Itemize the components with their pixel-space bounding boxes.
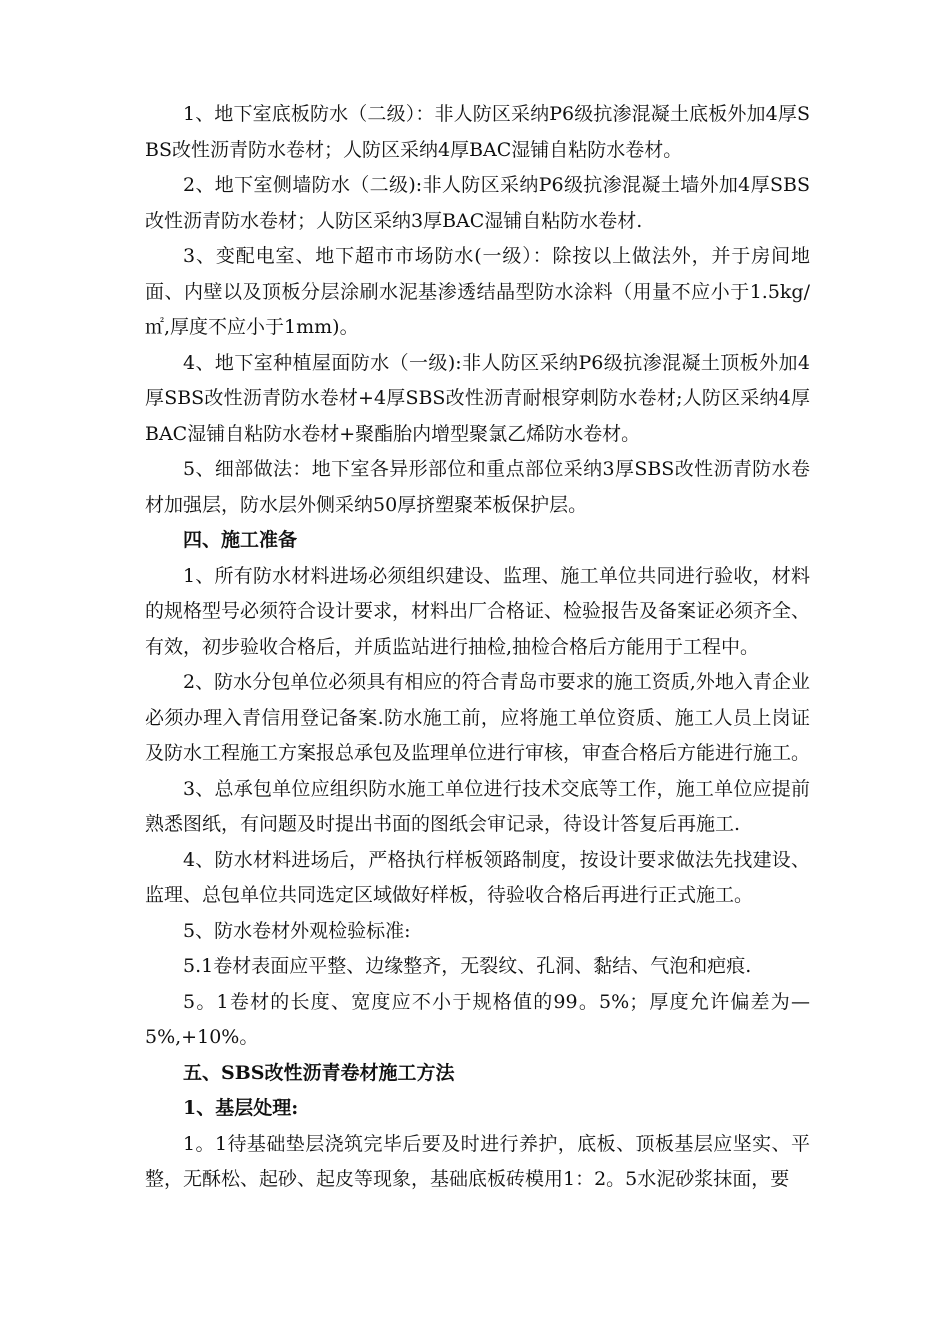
paragraph-basement-wall-waterproofing: 2、地下室侧墙防水（二级):非人防区采纳P6级抗渗混凝土墙外加4厚SBS改性沥青防水卷材；人防区采纳3厚BAC湿铺自粘防水卷材. bbox=[145, 174, 810, 232]
paragraph-subcontractor-qualification: 2、防水分包单位必须具有相应的符合青岛市要求的施工资质,外地入青企业必须办理入青信用登记备案.防水施工前，应将施工单位资质、施工人员上岗证及防水工程施工方案报总承包及监理单位进行审核，审查合格后方能进行施工。 bbox=[145, 671, 811, 764]
paragraph-dimension-tolerance: 5。1卷材的长度、宽度应不小于规格值的99。5%；厚度允许偏差为—5%,+10%。 bbox=[145, 990, 810, 1048]
paragraph-appearance-standard: 5、防水卷材外观检验标准: bbox=[183, 919, 411, 942]
paragraph-detail-practice: 5、细部做法：地下室各异形部位和重点部位采纳3厚SBS改性沥青防水卷材加强层，防水层外侧采纳50厚挤塑聚苯板保护层。 bbox=[145, 458, 810, 516]
paragraph-planted-roof-waterproofing: 4、地下室种植屋面防水（一级):非人防区采纳P6级抗渗混凝土顶板外加4厚SBS改性沥青防水卷材+4厚SBS改性沥青耐根穿刺防水卷材;人防区采纳4厚BAC湿铺自粘防水卷材+聚酯胎内增型聚氯乙烯防水卷材。 bbox=[145, 351, 810, 445]
paragraph-base-curing: 1。1待基础垫层浇筑完毕后要及时进行养护，底板、顶板基层应坚实、平整，无酥松、起砂、起皮等现象，基础底板砖模用1：2。5水泥砂浆抹面，要 bbox=[145, 1132, 810, 1190]
paragraph-surface-standard: 5.1卷材表面应平整、边缘整齐，无裂纹、孔洞、黏结、气泡和疤痕. bbox=[183, 955, 752, 977]
paragraph-basement-floor-waterproofing: 1、地下室底板防水（二级）：非人防区采纳P6级抗渗混凝土底板外加4厚SBS改性沥青防水卷材；人防区采纳4厚BAC湿铺自粘防水卷材。 bbox=[145, 103, 810, 161]
subheading-base-treatment: 1、基层处理: bbox=[183, 1097, 299, 1119]
paragraph-substation-waterproofing: 3、变配电室、地下超市市场防水(一级）：除按以上做法外，并于房间地面、内壁以及顶板分层涂刷水泥基渗透结晶型防水涂料（用量不应小于1.5kg/㎡,厚度不应小于1mm)。 bbox=[145, 245, 810, 338]
document-body bbox=[145, 97, 810, 1198]
paragraph-technical-briefing: 3、总承包单位应组织防水施工单位进行技术交底等工作，施工单位应提前熟悉图纸，有问题及时提出书面的图纸会审记录，待设计答复后再施工. bbox=[145, 777, 810, 835]
paragraph-sample-system: 4、防水材料进场后，严格执行样板领路制度，按设计要求做法先找建设、监理、总包单位共同选定区域做好样板，待验收合格后再进行正式施工。 bbox=[145, 848, 810, 906]
section-heading-sbs-construction-method: 五、SBS改性沥青卷材施工方法 bbox=[183, 1061, 455, 1084]
paragraph-material-acceptance: 1、所有防水材料进场必须组织建设、监理、施工单位共同进行验收，材料的规格型号必须符合设计要求，材料出厂合格证、检验报告及备案证必须齐全、有效，初步验收合格后，并质监站进行抽检,抽检合格后方能用于工程中。 bbox=[145, 564, 811, 658]
section-heading-construction-preparation: 四、施工准备 bbox=[183, 529, 298, 551]
